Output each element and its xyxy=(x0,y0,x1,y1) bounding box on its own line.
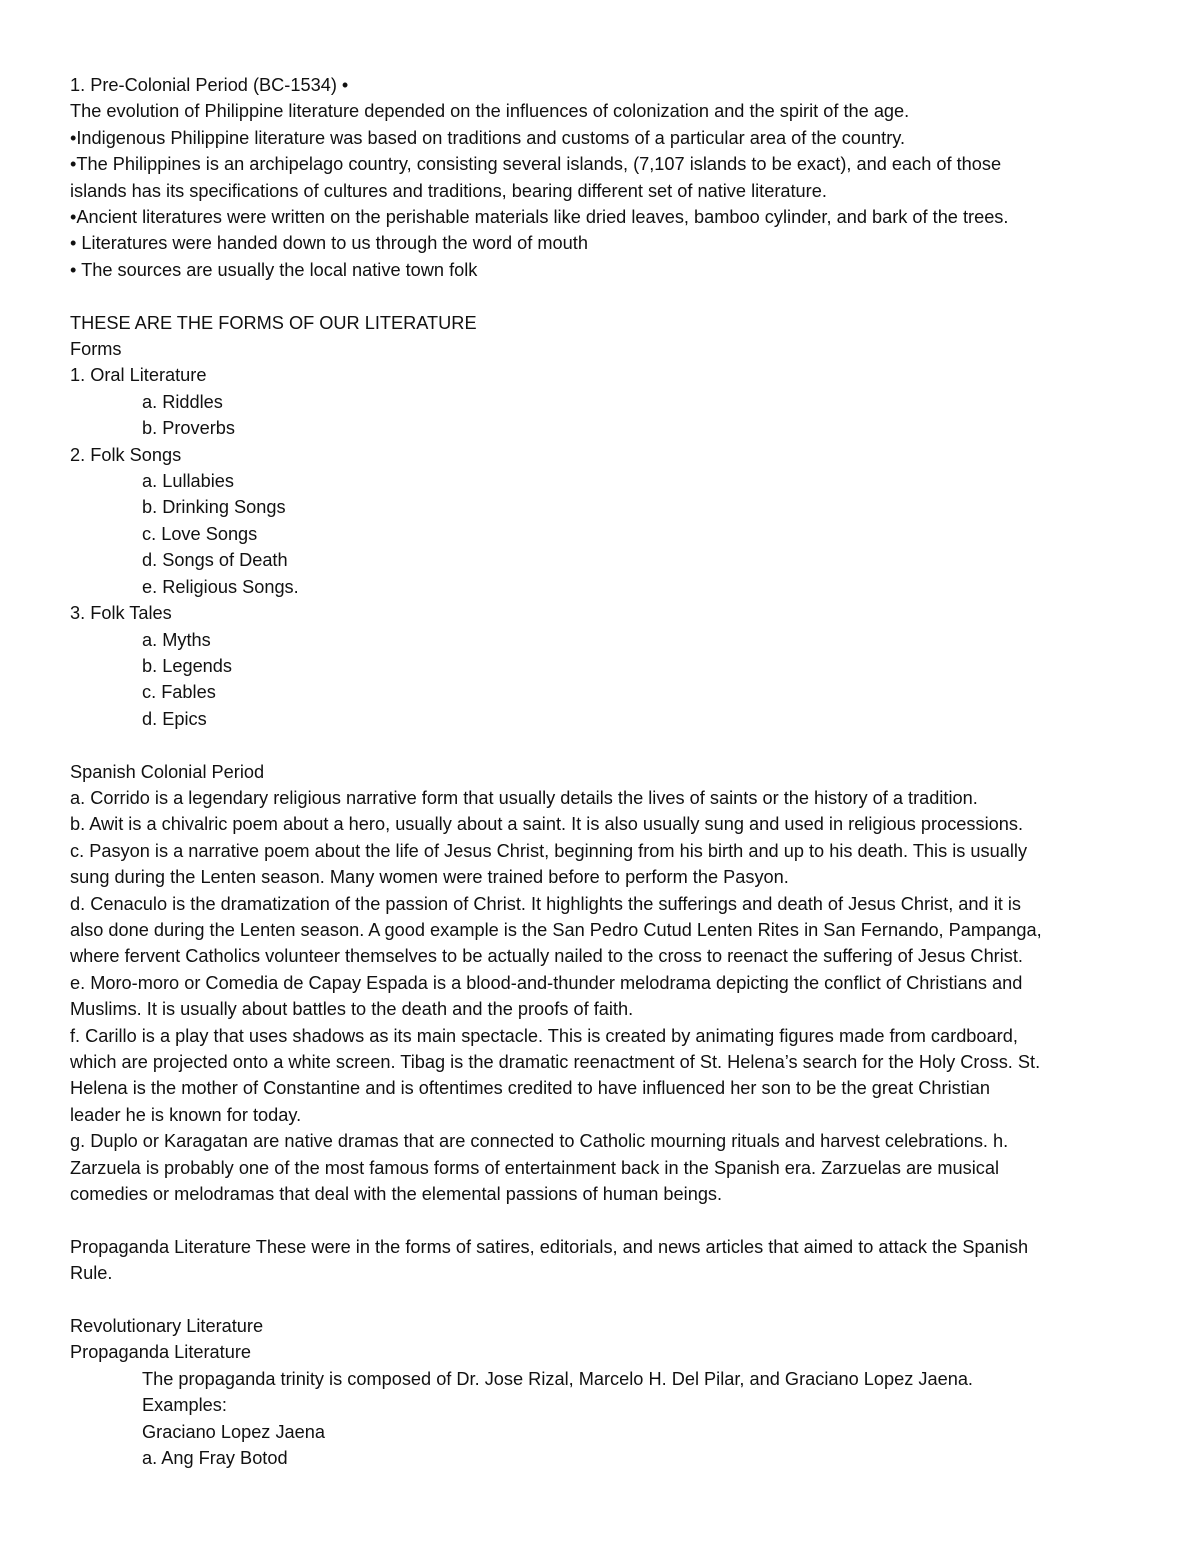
forms-title: THESE ARE THE FORMS OF OUR LITERATURE xyxy=(70,312,477,333)
precolonial-bullet: •Ancient literatures were written on the perishable materials like dried leaves, bamboo cylinder, and bark of the trees. xyxy=(70,207,1009,228)
propaganda-section xyxy=(70,1234,1130,1287)
propaganda-line: Rule. xyxy=(70,1263,113,1284)
forms-item: a. Riddles xyxy=(142,391,223,412)
spanish-line: e. Moro-moro or Comedia de Capay Espada is a blood-and-thunder melodrama depicting the conflict of Christians and xyxy=(70,972,1023,993)
spanish-section xyxy=(70,759,1130,1208)
spanish-line: comedies or melodramas that deal with the elemental passions of human beings. xyxy=(70,1184,723,1205)
forms-item: b. Drinking Songs xyxy=(142,497,286,518)
propaganda-line: Propaganda Literature These were in the forms of satires, editorials, and news articles that aimed to attack the Spanish xyxy=(70,1236,1029,1257)
forms-group-title: 3. Folk Tales xyxy=(70,603,172,624)
forms-item: a. Myths xyxy=(142,629,211,650)
forms-item: e. Religious Songs. xyxy=(142,576,299,597)
forms-item: a. Lullabies xyxy=(142,471,235,492)
spanish-line: Muslims. It is usually about battles to the death and the proofs of faith. xyxy=(70,999,634,1020)
spanish-line: b. Awit is a chivalric poem about a hero, usually about a saint. It is also usually sung and used in religious processions. xyxy=(70,814,1024,835)
precolonial-bullet: • The sources are usually the local native town folk xyxy=(70,259,478,280)
spanish-line: f. Carillo is a play that uses shadows as its main spectacle. This is created by animating figures made from cardboard, xyxy=(70,1025,1018,1046)
precolonial-line: The evolution of Philippine literature depended on the influences of colonization and the spirit of the age. xyxy=(70,101,910,122)
forms-group-title: 2. Folk Songs xyxy=(70,444,182,465)
spanish-line: d. Cenaculo is the dramatization of the passion of Christ. It highlights the sufferings and death of Jesus Christ, and it is xyxy=(70,893,1021,914)
paragraph-gap xyxy=(70,283,1130,309)
precolonial-bullet: •Indigenous Philippine literature was based on traditions and customs of a particular area of the country. xyxy=(70,127,906,148)
precolonial-section xyxy=(70,72,1130,283)
forms-item: d. Epics xyxy=(142,708,207,729)
forms-group-title: 1. Oral Literature xyxy=(70,365,207,386)
precolonial-bullet: • Literatures were handed down to us through the word of mouth xyxy=(70,233,588,254)
revolutionary-subheading: Propaganda Literature xyxy=(70,1342,251,1363)
revolutionary-line: Graciano Lopez Jaena xyxy=(142,1421,326,1442)
revolutionary-heading: Revolutionary Literature xyxy=(70,1316,264,1337)
precolonial-heading: 1. Pre-Colonial Period (BC-1534) • xyxy=(70,75,349,95)
forms-item: b. Proverbs xyxy=(142,418,235,439)
forms-item: c. Love Songs xyxy=(142,523,258,544)
spanish-line: also done during the Lenten season. A good example is the San Pedro Cutud Lenten Rites in San Fernando, Pampanga, xyxy=(70,919,1042,940)
forms-item: d. Songs of Death xyxy=(142,550,288,571)
precolonial-bullet: •The Philippines is an archipelago country, consisting several islands, (7,107 islands to be exact), and each of those xyxy=(70,154,1002,175)
spanish-line: c. Pasyon is a narrative poem about the life of Jesus Christ, beginning from his birth and up to his death. This is usually xyxy=(70,840,1028,861)
spanish-line: Helena is the mother of Constantine and is oftentimes credited to have influenced her son to be the great Christian xyxy=(70,1078,991,1099)
spanish-line: leader he is known for today. xyxy=(70,1104,302,1125)
paragraph-gap xyxy=(70,1287,1130,1313)
precolonial-line: islands has its specifications of cultures and traditions, bearing different set of native literature. xyxy=(70,180,827,201)
spanish-line: which are projected onto a white screen. Tibag is the dramatic reenactment of St. Helena’s search for the Holy Cross. St. xyxy=(70,1052,1041,1072)
revolutionary-line: a. Ang Fray Botod xyxy=(142,1448,288,1469)
revolutionary-section xyxy=(70,1313,1130,1471)
forms-item: b. Legends xyxy=(142,655,233,676)
document-page xyxy=(70,72,1130,1471)
forms-item: c. Fables xyxy=(142,682,216,703)
forms-label: Forms xyxy=(70,339,122,360)
revolutionary-line: The propaganda trinity is composed of Dr. Jose Rizal, Marcelo H. Del Pilar, and Graciano Lopez Jaena. xyxy=(142,1368,973,1389)
spanish-line: sung during the Lenten season. Many women were trained before to perform the Pasyon. xyxy=(70,867,789,888)
paragraph-gap xyxy=(70,1207,1130,1233)
spanish-heading: Spanish Colonial Period xyxy=(70,761,265,782)
revolutionary-line: Examples: xyxy=(142,1395,227,1416)
spanish-line: where fervent Catholics volunteer themselves to be actually nailed to the cross to reenact the suffering of Jesus Christ. xyxy=(70,946,1023,967)
forms-section xyxy=(70,310,1130,733)
spanish-line: g. Duplo or Karagatan are native dramas that are connected to Catholic mourning rituals and harvest celebrations. h. xyxy=(70,1131,1009,1152)
spanish-line: Zarzuela is probably one of the most famous forms of entertainment back in the Spanish era. Zarzuelas are musical xyxy=(70,1157,1000,1178)
paragraph-gap xyxy=(70,732,1130,758)
spanish-line: a. Corrido is a legendary religious narrative form that usually details the lives of saints or the history of a tradition. xyxy=(70,787,978,808)
